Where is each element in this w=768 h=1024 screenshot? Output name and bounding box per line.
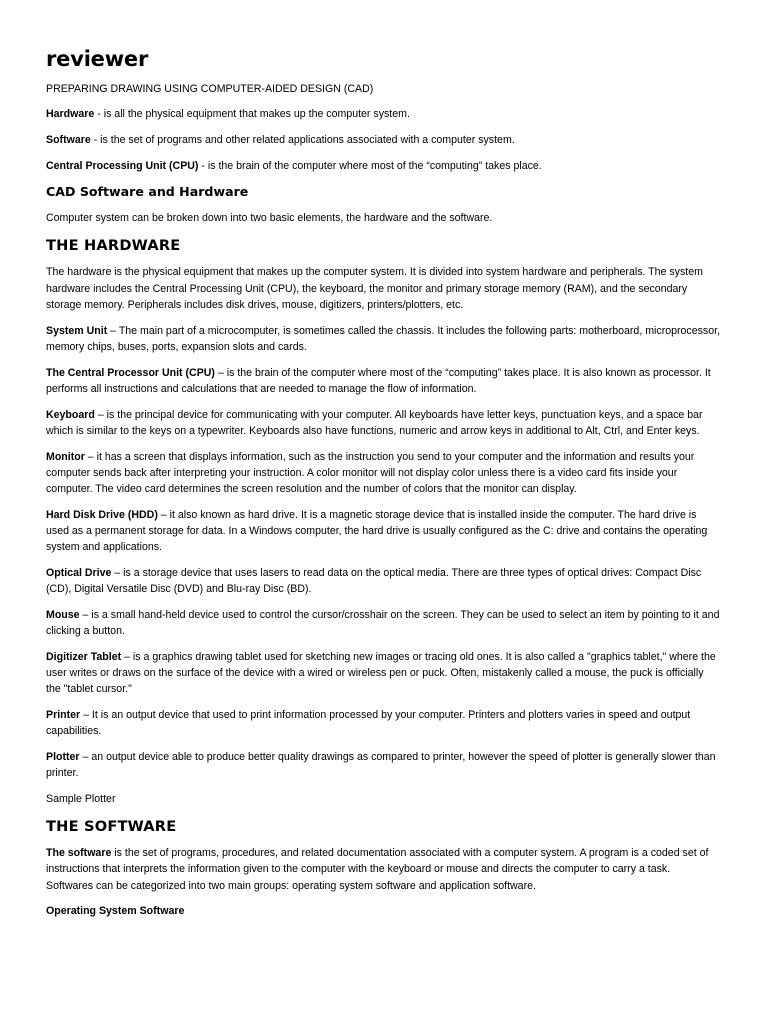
definition-software <box>46 132 720 148</box>
item-term: Keyboard <box>46 408 95 421</box>
definition-cpu <box>46 158 720 174</box>
item-term: Optical Drive <box>46 567 112 579</box>
item-term: Plotter <box>46 751 80 764</box>
definition-text: - is all the physical equipment that makes up the computer system. <box>94 108 410 120</box>
hardware-item-cpu <box>46 365 720 397</box>
item-text: – it has a screen that displays information, such as the instruction you send to your computer and the information and results your computer sends back after interpreting your instruction. A color monitor will not display color unless there is a video card fits inside your computer. The video card determines the screen resolution and the number of colors that the monitor can display. <box>46 450 695 495</box>
item-text: – it also known as hard drive. It is a magnetic storage device that is installed inside the computer. The hard drive is used as a permanent storage for data. In a Windows computer, the hard drive is usually configured as the C: drive and contains the operating system and applications. <box>46 508 708 554</box>
item-term: Printer <box>46 709 81 722</box>
hardware-item-keyboard <box>46 407 720 439</box>
document-title: reviewer <box>46 47 149 71</box>
item-term: Digitizer Tablet <box>46 651 122 663</box>
cad-text: Computer system can be broken down into two basic elements, the hardware and the software. <box>46 212 493 225</box>
item-term: Hard Disk Drive (HDD) <box>46 508 158 521</box>
hardware-item-optical-drive <box>46 565 720 597</box>
hardware-item-system-unit <box>46 323 720 355</box>
item-text: – The main part of a microcomputer, is sometimes called the chassis. It includes the following parts: motherboard, microprocessor, memory chips, buses, ports, expansion slots and cards. <box>46 324 720 353</box>
software-heading: THE SOFTWARE <box>46 818 177 836</box>
item-text: – is the principal device for communicating with your computer. All keyboards have letter keys, punctuation keys, and a space bar which is similar to the keys on a typewriter. Keyboards also have functions, numeric and arrow keys in additional to Alt, Ctrl, and Enter keys. <box>46 408 703 437</box>
item-term: Monitor <box>46 450 85 463</box>
item-term: System Unit <box>46 324 108 337</box>
hardware-item-monitor <box>46 449 720 498</box>
item-text: – is a graphics drawing tablet used for sketching new images or tracing old ones. It is also called a "graphics tablet," where the user writes or draws on the surface of the device with a wired or wireless pen or puck. Often, mistakenly called a mouse, the puck is officially the "tablet cursor." <box>46 651 716 696</box>
hardware-item-digitizer <box>46 649 720 698</box>
os-heading: Operating System Software <box>46 905 185 918</box>
hardware-intro: The hardware is the physical equipment that makes up the computer system. It is divided into system hardware and peripherals. The system hardware includes the Central Processing Unit (CPU), the keyboard, the monitor and primary storage memory (RAM), and the secondary storage memory. Peripherals includes disk drives, mouse, digitizers, printers/plotters, etc. <box>46 266 703 311</box>
definition-text: - is the set of programs and other related applications associated with a computer system. <box>90 133 515 146</box>
definition-term: Central Processing Unit (CPU) <box>46 159 199 172</box>
definition-text: - is the brain of the computer where most of the “computing” takes place. <box>198 159 542 172</box>
hardware-item-plotter <box>46 749 720 781</box>
definition-term: Software <box>46 133 91 146</box>
software-intro <box>46 845 720 894</box>
item-text: – It is an output device that used to print information processed by your computer. Printers and plotters varies in speed and output capabilities. <box>46 709 691 738</box>
software-term: The software <box>46 847 112 860</box>
document-subtitle: PREPARING DRAWING USING COMPUTER-AIDED DESIGN (CAD) <box>46 83 374 95</box>
item-text: – is a small hand-held device used to control the cursor/crosshair on the screen. They can be used to select an item by pointing to it and clicking a button. <box>46 609 720 638</box>
item-text: – is a storage device that uses lasers to read data on the optical media. There are three types of optical drives: Compact Disc (CD), Digital Versatile Disc (DVD) and Blu-ray Disc (BD). <box>46 567 702 596</box>
definition-hardware <box>46 106 720 122</box>
item-term: Mouse <box>46 609 80 621</box>
definition-term: Hardware <box>46 108 95 120</box>
sample-plotter-caption: Sample Plotter <box>46 793 116 806</box>
hardware-heading: THE HARDWARE <box>46 237 181 255</box>
hardware-item-printer <box>46 707 720 739</box>
item-text: – an output device able to produce better quality drawings as compared to printer, however the speed of plotter is generally slower than printer. <box>46 751 716 780</box>
hardware-item-hdd <box>46 507 720 556</box>
item-text: – is the brain of the computer where most of the “computing” takes place. It is also known as processor. It performs all instructions and calculations that are needed to manage the flow of information. <box>46 366 711 395</box>
hardware-item-mouse <box>46 607 720 639</box>
software-text: is the set of programs, procedures, and related documentation associated with a computer system. A program is a coded set of instructions that interprets the information given to the computer with the keyboard or mouse and directs the computer to carry a task. Softwares can be categorized into two main groups: operating system software and application software. <box>46 847 709 892</box>
item-term: The Central Processor Unit (CPU) <box>46 366 215 379</box>
cad-heading: CAD Software and Hardware <box>46 184 249 200</box>
